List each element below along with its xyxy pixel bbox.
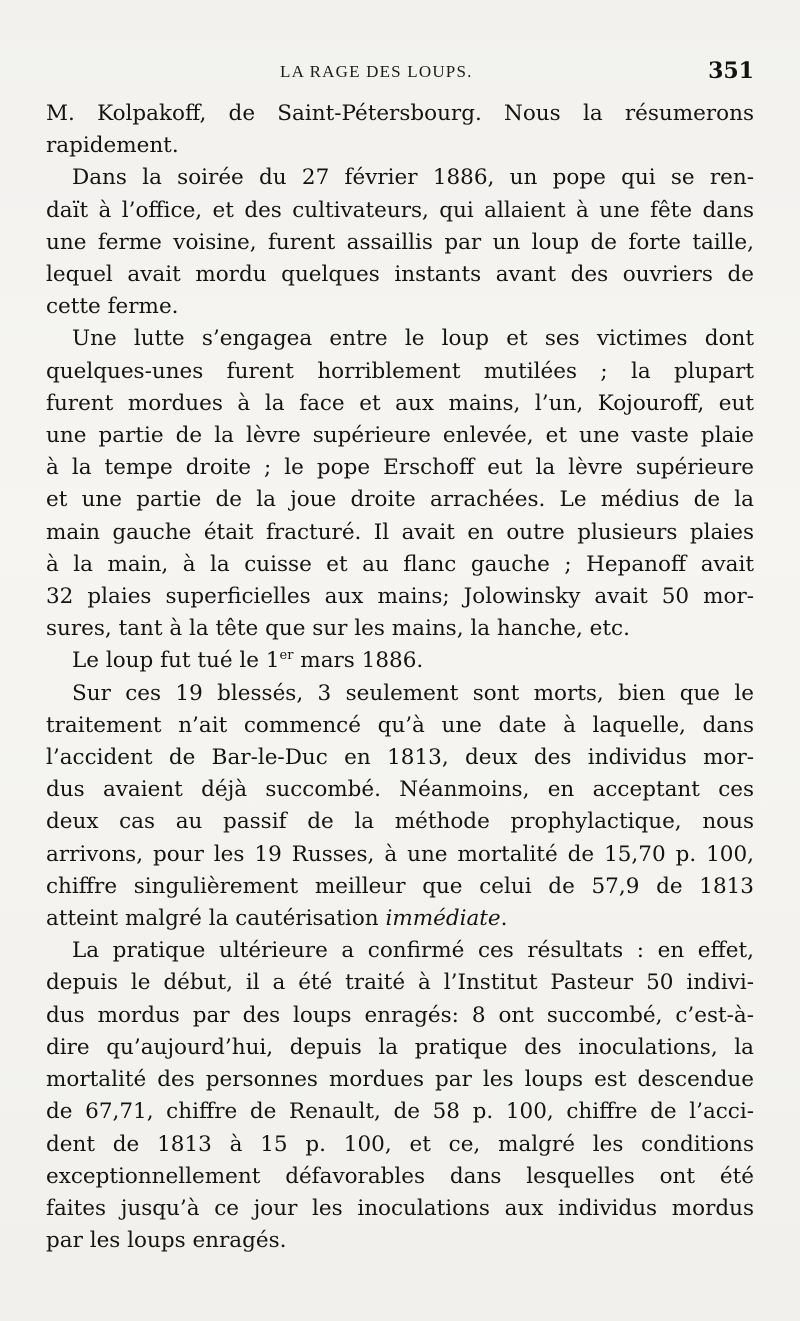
paragraph-6 xyxy=(46,935,754,1257)
text-line: arrivons, pour les 19 Russes, à une mortalité de 15,70 p. 100, xyxy=(46,841,754,867)
text-line: depuis le début, il a été traité à l’Institut Pasteur 50 indivi- xyxy=(46,970,754,996)
text-line: traitement n’ait commencé qu’à une date à laquelle, dans xyxy=(46,712,754,738)
paragraph-4 xyxy=(46,645,754,677)
text-line: dus avaient déjà succombé. Néanmoins, en acceptant ces xyxy=(46,777,754,803)
text-line: quelques-unes furent horriblement mutilées ; la plupart xyxy=(46,358,754,384)
paragraph-2 xyxy=(46,162,754,323)
running-title: LA RAGE DES LOUPS. xyxy=(280,62,473,81)
superscript: er xyxy=(279,648,294,664)
text-line: à la tempe droite ; le pope Erschoff eut la lèvre supérieure xyxy=(46,455,754,481)
text-line: Sur ces 19 blessés, 3 seulement sont morts, bien que le xyxy=(72,680,754,706)
text-line: deux cas au passif de la méthode prophylactique, nous xyxy=(46,809,754,835)
paragraph-1 xyxy=(46,98,754,162)
text-line: dus mordus par des loups enragés: 8 ont succombé, c’est-à- xyxy=(46,1002,754,1028)
text-line: à la main, à la cuisse et au flanc gauche ; Hepanoff avait xyxy=(46,551,754,577)
text-line xyxy=(46,645,754,677)
text-line: daït à l’office, et des cultivateurs, qui allaient à une fête dans xyxy=(46,197,754,223)
text-line: furent mordues à la face et aux mains, l’un, Kojouroff, eut xyxy=(46,390,754,416)
text-line: exceptionnellement défavorables dans lesquelles ont été xyxy=(46,1163,754,1189)
text-line xyxy=(46,903,754,935)
text-line: chiffre singulièrement meilleur que celui de 57,9 de 1813 xyxy=(46,873,754,899)
running-header xyxy=(44,58,754,92)
text-line: 32 plaies superficielles aux mains; Jolowinsky avait 50 mor- xyxy=(46,584,754,610)
body-text xyxy=(46,98,754,1257)
text-line: main gauche était fracturé. Il avait en outre plusieurs plaies xyxy=(46,519,754,545)
paragraph-3 xyxy=(46,323,754,645)
text-line: l’accident de Bar-le-Duc en 1813, deux des individus mor- xyxy=(46,745,754,771)
text-line: La pratique ultérieure a confirmé ces résultats : en effet, xyxy=(72,938,754,964)
text-line: dent de 1813 à 15 p. 100, et ce, malgré les conditions xyxy=(46,1131,754,1157)
text-fragment: mars 1886. xyxy=(293,648,424,674)
emphasis: immédiate xyxy=(385,906,501,932)
text-line: Dans la soirée du 27 février 1886, un pope qui se ren- xyxy=(72,165,754,191)
text-line: de 67,71, chiffre de Renault, de 58 p. 100, chiffre de l’acci- xyxy=(46,1099,754,1125)
text-line: M. Kolpakoff, de Saint-Pétersbourg. Nous la résumerons xyxy=(46,101,754,126)
text-line: dire qu’aujourd’hui, depuis la pratique des inoculations, la xyxy=(46,1034,754,1060)
text-fragment: . xyxy=(500,906,508,932)
text-line: une ferme voisine, furent assaillis par un loup de forte taille, xyxy=(46,229,754,255)
text-line: cette ferme. xyxy=(46,294,179,320)
text-line: lequel avait mordu quelques instants avant des ouvriers de xyxy=(46,262,754,288)
text-fragment: Le loup fut tué le 1 xyxy=(72,648,280,674)
text-line: et une partie de la joue droite arrachées. Le médius de la xyxy=(46,487,754,513)
page-number: 351 xyxy=(708,58,754,84)
paragraph-5 xyxy=(46,678,754,936)
text-line: rapidement. xyxy=(46,133,179,159)
text-line: mortalité des personnes mordues par les loups est descendue xyxy=(46,1067,754,1093)
text-line: faites jusqu’à ce jour les inoculations aux individus mordus xyxy=(46,1195,754,1221)
text-line: Une lutte s’engagea entre le loup et ses victimes dont xyxy=(72,326,754,352)
text-fragment: atteint malgré la cautérisation xyxy=(46,906,386,932)
text-line: par les loups enragés. xyxy=(46,1228,287,1254)
text-line: sures, tant à la tête que sur les mains, la hanche, etc. xyxy=(46,616,630,642)
text-line: une partie de la lèvre supérieure enlevée, et une vaste plaie xyxy=(46,423,754,449)
